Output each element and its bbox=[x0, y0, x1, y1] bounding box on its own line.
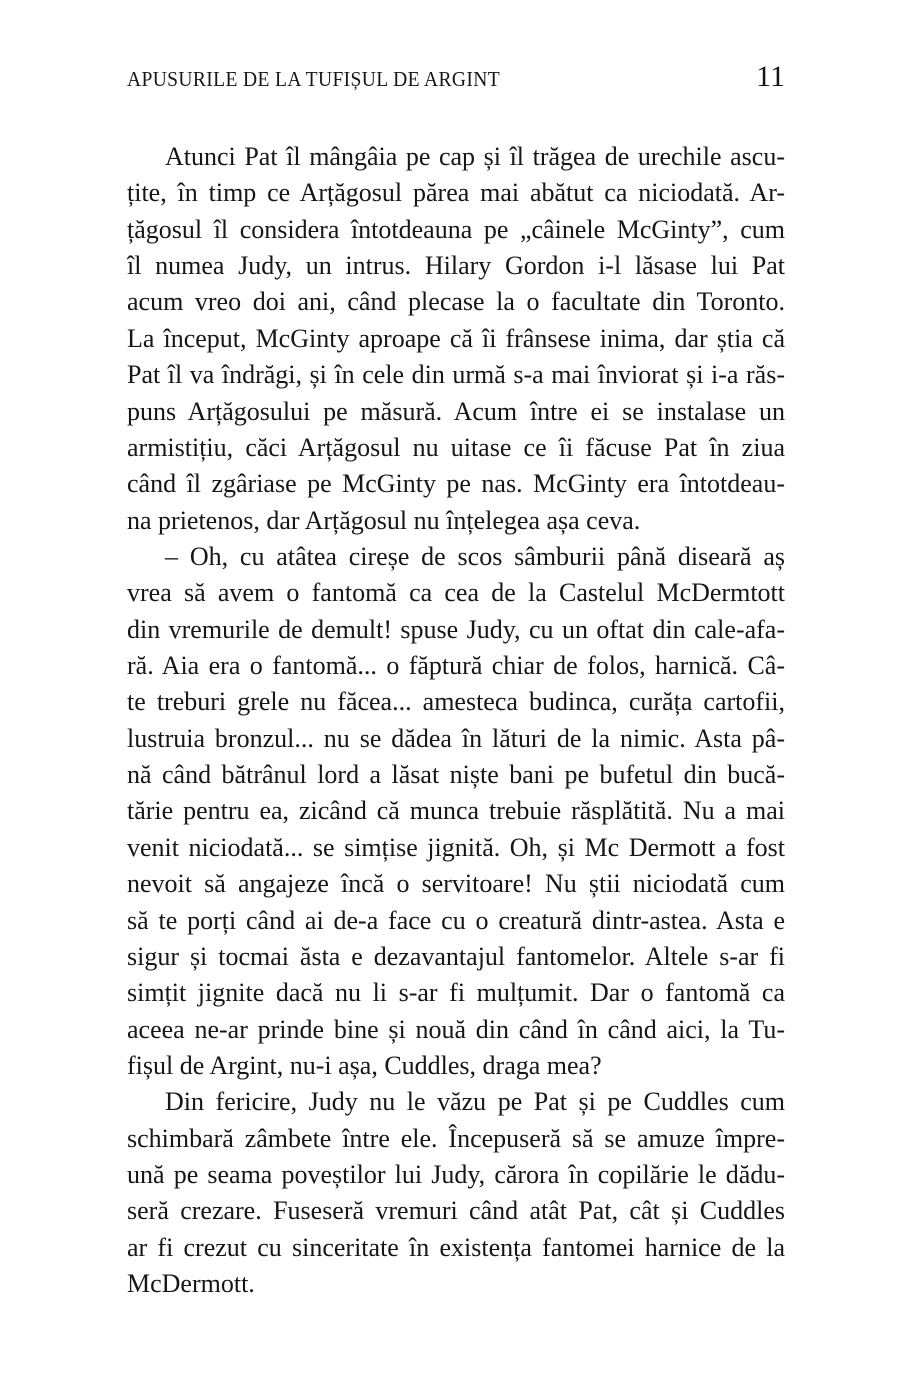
text-line: vrea să avem o fantomă ca cea de la Castelul McDermtott bbox=[127, 578, 785, 608]
text-line: țăgosul îl considera întotdeauna pe „câinele McGinty”, cum bbox=[127, 214, 785, 244]
text-line: simțit jignite dacă nu li s-ar fi mulțumit. Dar o fantomă ca bbox=[127, 978, 785, 1008]
page-number: 11 bbox=[756, 60, 785, 93]
text-line: ună pe seama poveștilor lui Judy, cărora în copilărie le dădu- bbox=[127, 1160, 785, 1190]
text-line: lustruia bronzul... nu se dădea în lături de la nimic. Asta pâ- bbox=[127, 723, 785, 753]
running-title: APUSURILE DE LA TUFIȘUL DE ARGINT bbox=[127, 67, 501, 91]
text-line: – Oh, cu atâtea cireșe de scos sâmburii până diseară aș bbox=[165, 541, 785, 571]
text-line: venit niciodată... se simțise jignită. Oh, și Mc Dermott a fost bbox=[127, 832, 785, 862]
paragraph bbox=[127, 539, 785, 1084]
text-line: țite, în timp ce Arțăgosul părea mai abătut ca niciodată. Ar- bbox=[127, 178, 785, 208]
text-line: ar fi crezut cu sinceritate în existența fantomei harnice de la bbox=[127, 1232, 785, 1262]
text-line: armistițiu, căci Arțăgosul nu uitase ce îi făcuse Pat în ziua bbox=[127, 432, 785, 462]
text-line: puns Arțăgosului pe măsură. Acum între ei se instalase un bbox=[127, 396, 785, 426]
text-line: te treburi grele nu făcea... amesteca budinca, curăța cartofii, bbox=[127, 687, 785, 717]
text-line: seră crezare. Fuseseră vremuri când atât Pat, cât și Cuddles bbox=[127, 1196, 785, 1226]
text-line: aceea ne-ar prinde bine și nouă din când în când aici, la Tu- bbox=[127, 1014, 785, 1044]
text-line: nevoit să angajeze încă o servitoare! Nu știi niciodată cum bbox=[127, 869, 785, 899]
text-line: Pat îl va îndrăgi, și în cele din urmă s-a mai înviorat și i-a răs- bbox=[127, 360, 785, 390]
text-line: na prietenos, dar Arțăgosul nu înțelegea așa ceva. bbox=[127, 505, 641, 535]
text-line: Atunci Pat îl mângâia pe cap și îl trăgea de urechile ascu- bbox=[165, 142, 785, 171]
text-line: schimbară zâmbete între ele. Începuseră să se amuze împre- bbox=[127, 1123, 785, 1153]
text-line: acum vreo doi ani, când plecase la o facultate din Toronto. bbox=[127, 287, 785, 317]
text-line: tărie pentru ea, zicând că munca trebuie răsplătită. Nu a mai bbox=[127, 796, 785, 826]
text-line: să te porți când ai de-a face cu o creatură dintr-astea. Asta e bbox=[127, 905, 785, 935]
text-line: nă când bătrânul lord a lăsat niște bani pe bufetul din bucă- bbox=[127, 760, 785, 790]
text-line: din vremurile de demult! spuse Judy, cu un oftat din cale-afa- bbox=[127, 614, 785, 644]
text-line: când îl zgâriase pe McGinty pe nas. McGinty era întotdeau- bbox=[127, 469, 785, 499]
paragraph bbox=[127, 1084, 785, 1302]
text-line: îl numea Judy, un intrus. Hilary Gordon i-l lăsase lui Pat bbox=[127, 251, 785, 281]
paragraph bbox=[127, 139, 785, 539]
text-line: Din fericire, Judy nu le văzu pe Pat și pe Cuddles cum bbox=[165, 1087, 785, 1117]
text-line: fișul de Argint, nu-i așa, Cuddles, draga mea? bbox=[127, 1050, 602, 1080]
page-body bbox=[127, 139, 785, 1303]
text-line: sigur și tocmai ăsta e dezavantajul fantomelor. Altele s-ar fi bbox=[127, 941, 785, 971]
text-line: La început, McGinty aproape că îi frânsese inima, dar știa că bbox=[127, 323, 785, 353]
running-header bbox=[127, 62, 785, 92]
text-line: ră. Aia era o fantomă... o făptură chiar de folos, harnică. Câ- bbox=[127, 651, 785, 681]
text-line: McDermott. bbox=[127, 1269, 255, 1299]
